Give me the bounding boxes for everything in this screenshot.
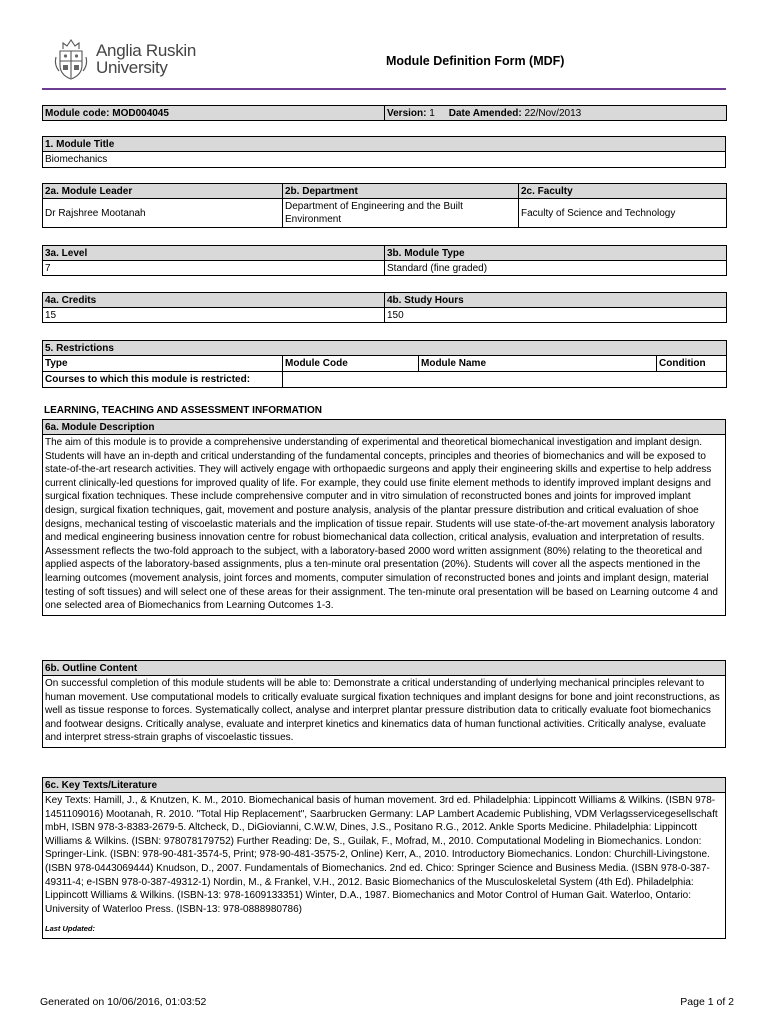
level-table: [42, 245, 727, 276]
last-updated-label: Last Updated:: [45, 924, 96, 934]
module-title-value: Biomechanics: [43, 152, 726, 168]
leader-value: Dr Rajshree Mootanah: [43, 199, 283, 228]
restrictions-col-condition: Condition: [657, 356, 727, 372]
credits-label: 4a. Credits: [43, 293, 385, 308]
texts-table: [42, 777, 726, 939]
date-amended-value: 22/Nov/2013: [524, 107, 582, 119]
description-text: The aim of this module is to provide a comprehensive understanding of experimental and theoretical biomechanical investigation and implant design. Students will have an in-depth and critical understanding of the fundamental concepts, principles and theories of biomechanics and will be exposed to state-of-the-art research activities. They will actively engage with orthopaedic surgeons and apply their engineering skills and expertise to help address current clinically-led questions for improved quality of life. For example, they could use finite element methods to identify improved implant designs and surgical fixation techniques. These include comprehensive computer and in vitro simulation of reconstructed bones and joints for improved implant design, surgical fixation techniques, gait, movement and posture analysis, analysis of the plantar pressure distribution and critical evaluation of shoe designs, mechanical testing of viscoelastic materials and the implication of tissue repair. Students will use state-of-the-art movement analysis laboratory and medical engineering business innovation centre for robust biomechanical data collection, critical analysis, evaluation and interpretation of results. Assessment reflects the two-fold approach to the subject, with a laboratory-based 2000 word written assignment (80%) relating to the theoretical and applied aspects of the laboratory-based assignments, plus a ten-minute oral presentation (20%). Students will cover all the aspects mentioned in the learning outcomes (movement analysis, joint forces and moments, computer simulation of reconstructed bones and joints and implant design, material testing of soft tissues) and will select one of these areas for their assignment. The ten-minute oral presentation will be based on Learning outcome 4 and one selected area of Biomechanics from Learning Outcomes 1-3.: [43, 435, 726, 616]
university-logo: [52, 36, 196, 82]
outline-text: On successful completion of this module students will be able to: Demonstrate a critical understanding of underlying mechanical principles relevant to human movement. Use computational models to critically evaluate surgical fixation techniques and implant designs for bone and joint reconstructions, as well as tissue response to forces. Systematically collect, analyse and interpret plantar pressure distribution data to critically evaluate foot biomechanics and footwear designs. Critically analyse, evaluate and interpret kinetics and kinematics data of human functional activities. Critically analyse, evaluate and interpret stress-strain graphs of viscoelastic tissues.: [43, 676, 726, 748]
form-title: Module Definition Form (MDF): [386, 54, 565, 68]
texts-cell: [43, 793, 726, 939]
module-code-cell: Module code: MOD004045: [43, 106, 385, 121]
logo-line-1: Anglia Ruskin: [96, 41, 197, 60]
restrictions-row-label: Courses to which this module is restricted:: [43, 372, 283, 388]
leader-label: 2a. Module Leader: [43, 184, 283, 199]
restrictions-col-type: Type: [43, 356, 283, 372]
department-label: 2b. Department: [283, 184, 519, 199]
study-hours-value: 150: [385, 308, 727, 323]
module-title-table: [42, 136, 726, 168]
restrictions-col-name: Module Name: [419, 356, 657, 372]
outline-table: [42, 660, 726, 748]
level-label: 3a. Level: [43, 246, 385, 261]
module-code-value: MOD004045: [112, 107, 169, 119]
version-value: 1: [429, 107, 435, 119]
generated-timestamp: Generated on 10/06/2016, 01:03:52: [40, 996, 207, 1008]
version-cell: Version: 1 Date Amended: 22/Nov/2013: [385, 106, 727, 121]
logo-line-2: University: [96, 58, 168, 77]
outline-label: 6b. Outline Content: [43, 661, 726, 676]
credits-value: 15: [43, 308, 385, 323]
module-type-value: Standard (fine graded): [385, 261, 727, 276]
restrictions-col-code: Module Code: [283, 356, 419, 372]
leader-table: [42, 183, 727, 228]
restrictions-table: [42, 340, 727, 388]
texts-label: 6c. Key Texts/Literature: [43, 778, 726, 793]
study-hours-label: 4b. Study Hours: [385, 293, 727, 308]
department-value: Department of Engineering and the Built Environment: [283, 199, 519, 228]
restrictions-label: 5. Restrictions: [43, 341, 727, 356]
module-code-table: [42, 105, 727, 121]
credits-table: [42, 292, 727, 323]
restrictions-row-value: [283, 372, 727, 388]
level-value: 7: [43, 261, 385, 276]
texts-text: Key Texts: Hamill, J., & Knutzen, K. M., 2010. Biomechanical basis of human movement. 3rd ed. Philadelphia: Lippincott Williams & Wilkins. (ISBN 978-1451109016) Mootanah, R. 2010. "Total Hip Replacement", Saarbrucken Germany: LAP Lambert Academic Publishing, VDM Verlagsservicegesellschaft mbH, ISBN 978-3-8383-2679-5. Altcheck, D., DiGiovianni, C.W.W, Dines, J.S., Positano R.G., 2012. Ankle Sports Medicine. Philadelphia: Lippincott Williams & Wilkins. (ISBN: 978078179752) Further Reading: De, S., Guilak, F., Mofrad, M., 2010. Computational Modeling in Biomechanics. London: Springer-Link. (ISBN: 978-90-481-3574-5, Print; 978-90-481-3575-2, Online) Kerr, A., 2010. Introductory Biomechanics. London: Churchill-Livingstone. (ISBN 978-0443069444) Knudson, D., 2007. Fundamentals of Biomechanics. 2nd ed. Chico: Springer Science and Business Media. (ISBN 978-0-387-49311-4; e-ISBN 978-0-387-49312-1) Nordin, M., & Frankel, V.H., 2012. Basic Biomechanics of the Musculoskeletal System (4th Ed). Philadelphia: Lippincott Williams & Wilkins. (ISBN-13: 978-1609133351) Winter, D.A., 1987. Biomechanics and Motor Control of Human Gait. Waterloo, Ontario: University of Waterloo Press. (ISBN-13: 978-0888980786): [45, 795, 718, 915]
description-label: 6a. Module Description: [43, 420, 726, 435]
header-rule: [42, 88, 726, 90]
faculty-value: Faculty of Science and Technology: [519, 199, 727, 228]
module-type-label: 3b. Module Type: [385, 246, 727, 261]
faculty-label: 2c. Faculty: [519, 184, 727, 199]
page-number: Page 1 of 2: [680, 996, 734, 1008]
description-table: [42, 419, 726, 616]
module-title-label: 1. Module Title: [43, 137, 726, 152]
lta-section-title: LEARNING, TEACHING AND ASSESSMENT INFORMATION: [44, 405, 322, 416]
university-crest-icon: [52, 37, 90, 81]
